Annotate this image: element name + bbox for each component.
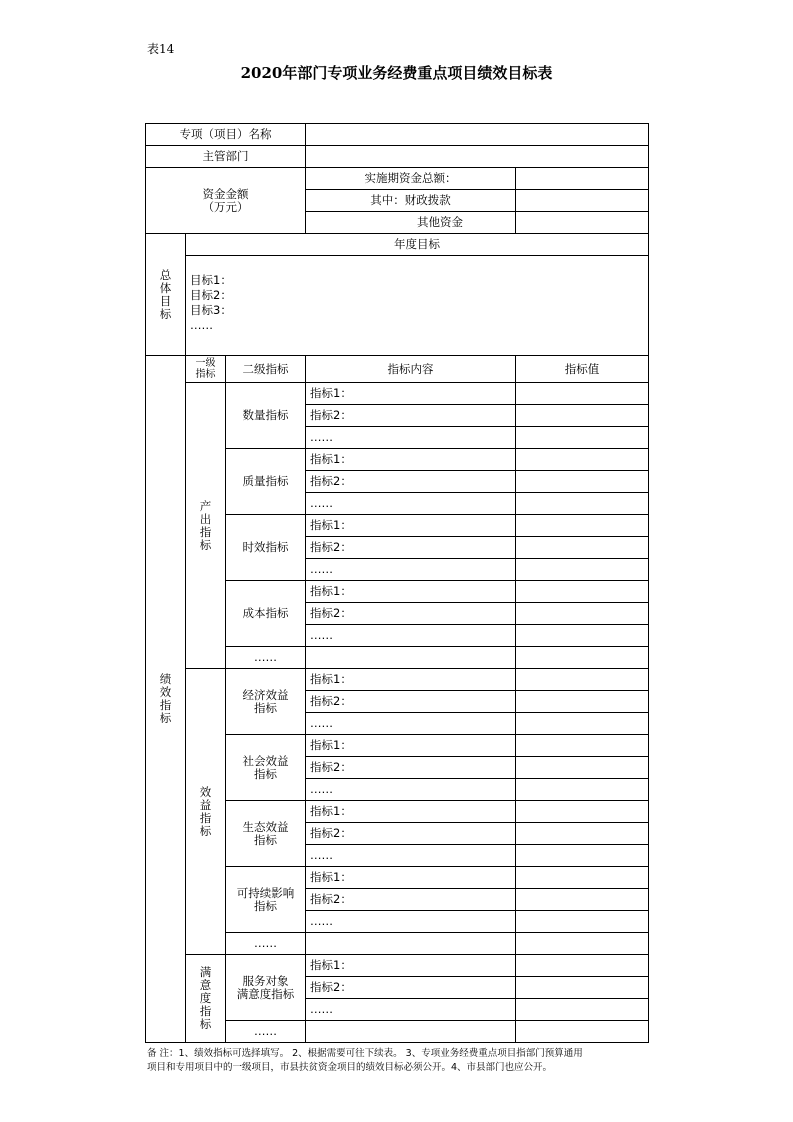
performance-side-label: 绩 效 指 标 bbox=[146, 356, 186, 1043]
fund-fiscal-label: 其中：财政拨款 bbox=[306, 190, 516, 212]
fund-other-value[interactable] bbox=[516, 212, 649, 234]
quality-indicator-label: 质量指标 bbox=[226, 449, 306, 515]
economic-benefit-label: 经济效益 指标 bbox=[226, 669, 306, 735]
cost-indicator-label: 成本指标 bbox=[226, 581, 306, 647]
quantity-indicator-label: 数量指标 bbox=[226, 383, 306, 449]
indicator-value[interactable] bbox=[516, 669, 649, 691]
fund-fiscal-value[interactable] bbox=[516, 190, 649, 212]
indicator-content[interactable]: …… bbox=[306, 713, 516, 735]
indicator-value[interactable] bbox=[516, 955, 649, 977]
benefit-more-label: …… bbox=[226, 933, 306, 955]
indicator-value[interactable] bbox=[516, 691, 649, 713]
indicator-value[interactable] bbox=[516, 867, 649, 889]
satisfaction-more-label: …… bbox=[226, 1021, 306, 1043]
indicator-content[interactable]: 指标1： bbox=[306, 955, 516, 977]
indicator-value[interactable] bbox=[516, 471, 649, 493]
indicator-value[interactable] bbox=[516, 559, 649, 581]
ecological-benefit-label: 生态效益 指标 bbox=[226, 801, 306, 867]
footnote-line-1: 备 注：1、绩效指标可选择填写。 2、根据需要可往下续表。 3、专项业务经费重点项目指部门预算通用 bbox=[147, 1048, 583, 1059]
indicator-content[interactable]: …… bbox=[306, 911, 516, 933]
indicator-content[interactable]: 指标1： bbox=[306, 449, 516, 471]
indicator-value[interactable] bbox=[516, 779, 649, 801]
indicator-value[interactable] bbox=[516, 823, 649, 845]
project-name-label: 专项（项目）名称 bbox=[146, 124, 306, 146]
indicator-content[interactable]: 指标2： bbox=[306, 691, 516, 713]
indicator-value[interactable] bbox=[516, 493, 649, 515]
annual-goal-label: 年度目标 bbox=[186, 234, 649, 256]
fund-other-label: 其他资金 bbox=[306, 212, 516, 234]
indicator-value[interactable] bbox=[516, 625, 649, 647]
col-value-header: 指标值 bbox=[516, 356, 649, 383]
indicator-value[interactable] bbox=[516, 537, 649, 559]
indicator-content[interactable]: 指标1： bbox=[306, 735, 516, 757]
indicator-content[interactable]: …… bbox=[306, 493, 516, 515]
overall-goal-side-label: 总 体 目 标 bbox=[146, 234, 186, 356]
indicator-content[interactable]: 指标2： bbox=[306, 889, 516, 911]
indicator-value[interactable] bbox=[516, 845, 649, 867]
indicator-value[interactable] bbox=[516, 515, 649, 537]
indicator-content[interactable]: …… bbox=[306, 559, 516, 581]
indicator-value[interactable] bbox=[516, 757, 649, 779]
indicator-content[interactable]: 指标2： bbox=[306, 537, 516, 559]
social-benefit-label: 社会效益 指标 bbox=[226, 735, 306, 801]
benefit-indicator-label: 效 益 指 标 bbox=[186, 669, 226, 955]
indicator-content[interactable]: 指标1： bbox=[306, 581, 516, 603]
indicator-content[interactable]: 指标1： bbox=[306, 867, 516, 889]
performance-goal-table bbox=[145, 123, 649, 1043]
footnote bbox=[147, 1047, 647, 1075]
col-level1-header: 一级 指标 bbox=[186, 356, 226, 383]
indicator-content[interactable] bbox=[306, 647, 516, 669]
fund-total-label: 实施期资金总额： bbox=[306, 168, 516, 190]
col-content-header: 指标内容 bbox=[306, 356, 516, 383]
indicator-value[interactable] bbox=[516, 977, 649, 999]
indicator-content[interactable]: 指标2： bbox=[306, 471, 516, 493]
indicator-value[interactable] bbox=[516, 889, 649, 911]
project-name-value[interactable] bbox=[306, 124, 649, 146]
indicator-value[interactable] bbox=[516, 603, 649, 625]
indicator-value[interactable] bbox=[516, 933, 649, 955]
indicator-content[interactable]: …… bbox=[306, 999, 516, 1021]
dept-value[interactable] bbox=[306, 146, 649, 168]
indicator-content[interactable] bbox=[306, 933, 516, 955]
annual-goal-content[interactable]: 目标1： 目标2： 目标3： …… bbox=[186, 256, 649, 356]
indicator-value[interactable] bbox=[516, 581, 649, 603]
indicator-content[interactable]: 指标1： bbox=[306, 383, 516, 405]
indicator-value[interactable] bbox=[516, 713, 649, 735]
indicator-content[interactable]: 指标2： bbox=[306, 823, 516, 845]
table-number: 表14 bbox=[147, 42, 175, 56]
indicator-value[interactable] bbox=[516, 383, 649, 405]
satisfaction-indicator-label: 满 意 度 指 标 bbox=[186, 955, 226, 1043]
output-indicator-label: 产 出 指 标 bbox=[186, 383, 226, 669]
dept-label: 主管部门 bbox=[146, 146, 306, 168]
service-satisfaction-label: 服务对象 满意度指标 bbox=[226, 955, 306, 1021]
col-level2-header: 二级指标 bbox=[226, 356, 306, 383]
indicator-value[interactable] bbox=[516, 801, 649, 823]
indicator-content[interactable]: 指标2： bbox=[306, 977, 516, 999]
indicator-content[interactable]: …… bbox=[306, 845, 516, 867]
footnote-line-2: 项目和专用项目中的一级项目，市县扶贫资金项目的绩效目标必须公开。4、市县部门也应公开。 bbox=[147, 1062, 553, 1073]
indicator-value[interactable] bbox=[516, 647, 649, 669]
indicator-content[interactable]: 指标1： bbox=[306, 669, 516, 691]
fund-amount-label: 资金金额 （万元） bbox=[146, 168, 306, 234]
indicator-content[interactable]: 指标1： bbox=[306, 515, 516, 537]
indicator-value[interactable] bbox=[516, 405, 649, 427]
indicator-content[interactable]: …… bbox=[306, 779, 516, 801]
indicator-content[interactable]: …… bbox=[306, 625, 516, 647]
indicator-value[interactable] bbox=[516, 427, 649, 449]
indicator-content[interactable]: 指标1： bbox=[306, 801, 516, 823]
sustainable-impact-label: 可持续影响 指标 bbox=[226, 867, 306, 933]
indicator-content[interactable]: 指标2： bbox=[306, 603, 516, 625]
indicator-content[interactable] bbox=[306, 1021, 516, 1043]
indicator-value[interactable] bbox=[516, 911, 649, 933]
output-more-label: …… bbox=[226, 647, 306, 669]
indicator-content[interactable]: …… bbox=[306, 427, 516, 449]
indicator-value[interactable] bbox=[516, 735, 649, 757]
indicator-content[interactable]: 指标2： bbox=[306, 405, 516, 427]
indicator-value[interactable] bbox=[516, 1021, 649, 1043]
indicator-value[interactable] bbox=[516, 449, 649, 471]
page-title: 2020年部门专项业务经费重点项目绩效目标表 bbox=[240, 64, 553, 82]
indicator-value[interactable] bbox=[516, 999, 649, 1021]
indicator-content[interactable]: 指标2： bbox=[306, 757, 516, 779]
fund-total-value[interactable] bbox=[516, 168, 649, 190]
timeliness-indicator-label: 时效指标 bbox=[226, 515, 306, 581]
